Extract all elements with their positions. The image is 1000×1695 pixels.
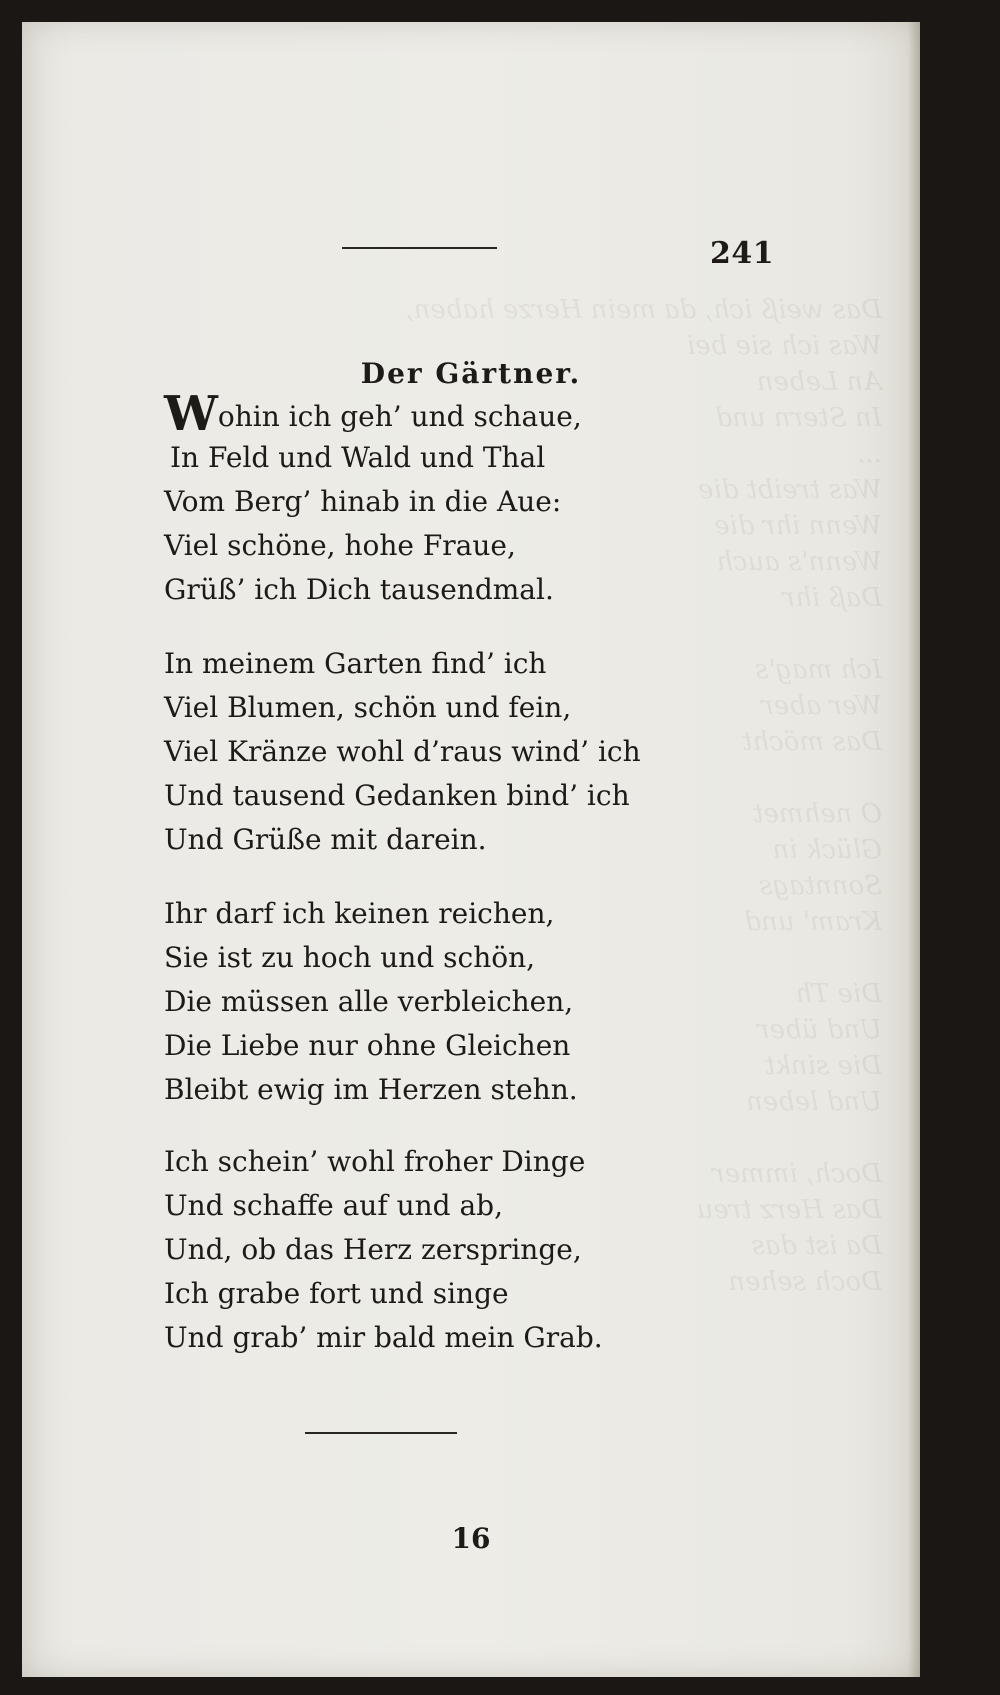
poem-line: Und Grüße mit darein. [164,823,487,856]
line-text: ohin ich geh’ und schaue, [217,400,582,433]
poem-line [164,386,724,442]
poem-line: Die Liebe nur ohne Gleichen [164,1029,571,1062]
poem-line: Vom Berg’ hinab in die Aue: [164,485,562,518]
poem-line: Ihr darf ich keinen reichen, [164,897,555,930]
stanza-1 [164,386,724,612]
page-number: 241 [710,236,775,271]
poem-line: In Feld und Wald und Thal [170,441,546,474]
poem-line: Viel schöne, hohe Fraue, [164,529,516,562]
poem-line: Und schaffe auf und ab, [164,1189,503,1222]
poem-line: Grüß’ ich Dich tausendmal. [164,573,554,606]
poem-line: Viel Blumen, schön und fein, [164,691,572,724]
page-edge-shadow [908,22,920,1677]
poem-line: Und, ob das Herz zerspringe, [164,1233,582,1266]
signature-mark: 16 [451,1522,491,1555]
poem-line: Ich grabe fort und singe [164,1277,509,1310]
stanza-4 [164,1140,724,1360]
poem-line: Und tausend Gedanken bind’ ich [164,779,630,812]
poem-line: Sie ist zu hoch und schön, [164,941,536,974]
poem-line: Ich schein’ wohl froher Dinge [164,1145,586,1178]
poem-line: Die müssen alle verbleichen, [164,985,574,1018]
poem-line: In meinem Garten find’ ich [164,647,547,680]
show-through-texture: Das weiß ich, da mein Herze haben, Was ich sie bei An Leben In Stern und ... Was treibt die Wenn ihr die Wenn's auch Daß ihr Ich mag's Wer aber Das möcht O nehmet Glück in Sonntags Kram' und Die Th Und über Die sinkt Und leben Doch, immer Das Herz treu Da ist das Doch sehen [405,295,882,1297]
end-rule [305,1432,457,1434]
poem-line: Und grab’ mir bald mein Grab. [164,1321,603,1354]
poem-title: Der Gärtner. [360,357,582,390]
stanza-3 [164,892,724,1112]
drop-cap: W [164,386,218,442]
stanza-2 [164,642,724,862]
header-rule [342,247,497,249]
book-page [22,22,920,1677]
poem-line: Viel Kränze wohl d’raus wind’ ich [164,735,641,768]
poem-line: Bleibt ewig im Herzen stehn. [164,1073,578,1106]
